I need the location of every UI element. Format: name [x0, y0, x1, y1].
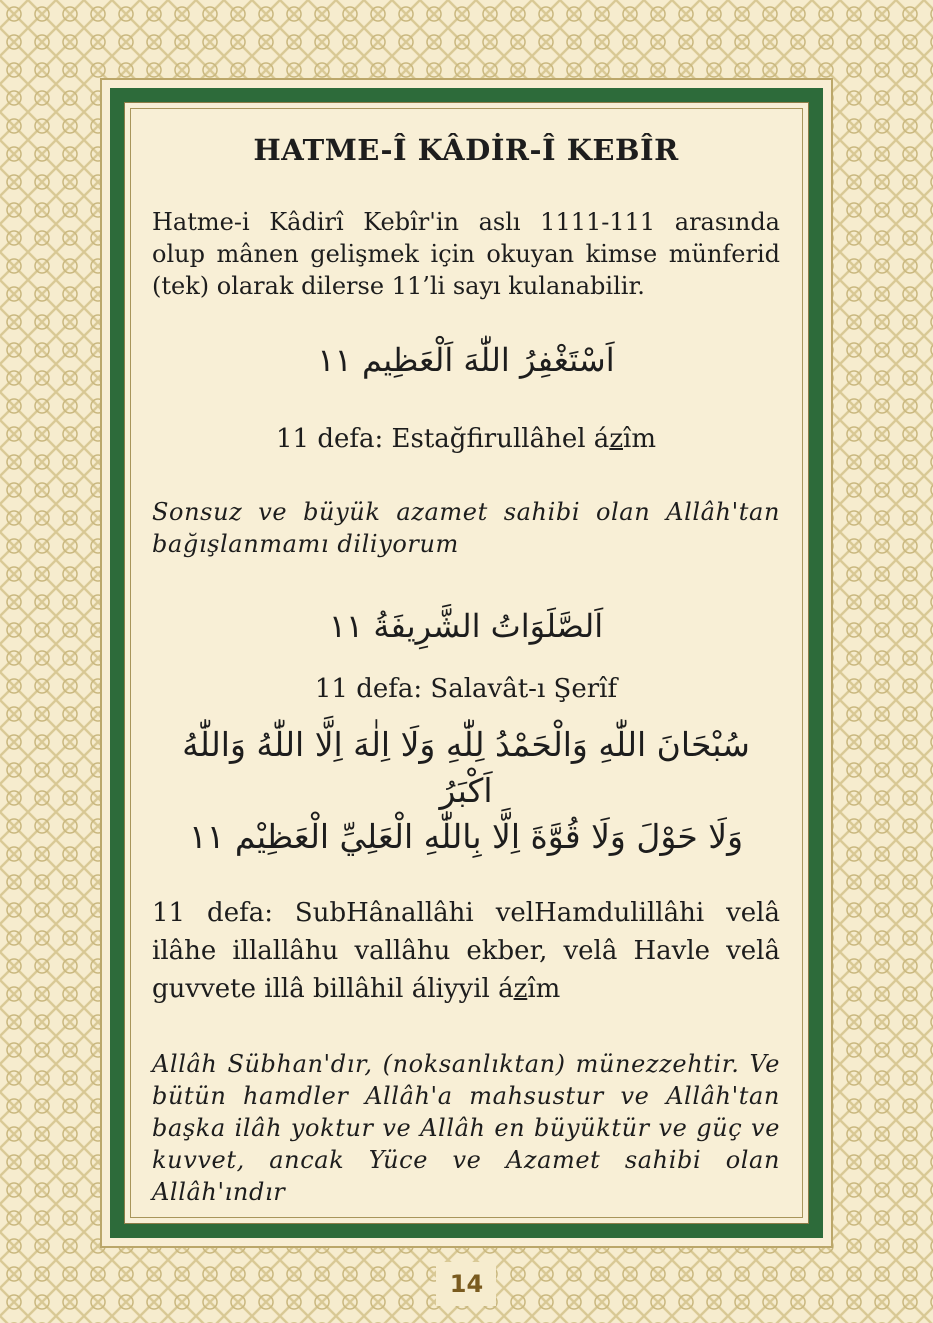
tasbih-meaning: Allâh Sübhan'dır, (noksanlıktan) münezzehtir. Ve bütün hamdler Allâh'a mahsustur ve Allâh'tan başka ilâh yoktur ve Allâh en büyüktür ve güç ve kuvvet, ancak Yüce ve Azamet sahibi olan Allâh'ındır	[152, 1050, 780, 1206]
page-title: HATME-Î KÂDİR-Î KEBÎR	[253, 133, 679, 167]
salavat-reading: 11 defa: Salavât-ı Şerîf	[314, 674, 618, 704]
arabic-istighfar: اَسْتَغْفِرُ اللّٰهَ اَلْعَظِيم ١١	[317, 341, 615, 379]
arabic-salavat: اَلصَّلَوَاتُ الشَّرِيفَةُ ١١	[328, 607, 604, 645]
arabic-tasbih-line-1: سُبْحَانَ اللّٰهِ وَالْحَمْدُ لِلّٰهِ وَلَا اِلٰهَ اِلَّا اللّٰهُ وَاللّٰهُ اَكْبَرُ	[182, 725, 750, 810]
tasbih-reading	[152, 894, 780, 1008]
reading-text: 11 defa: SubHânallâhi velHamdulillâhi velâ ilâhe illallâhu vallâhu ekber, velâ Havle velâ guvvete illâ billâhil áliyyil á	[152, 898, 780, 1004]
reading-text-end: îm	[623, 424, 656, 454]
page-number: 14	[449, 1270, 484, 1298]
istighfar-reading	[152, 420, 780, 458]
reading-text-end: îm	[527, 974, 561, 1004]
arabic-tasbih-line-2: وَلَا حَوْلَ وَلَا قُوَّةَ اِلَّا بِاللّٰهِ الْعَلِيِّ الْعَظِيْم ١١	[188, 817, 744, 856]
page-content	[152, 130, 780, 1208]
underlined-letter: z	[513, 974, 528, 1004]
istighfar-meaning: Sonsuz ve büyük azamet sahibi olan Allâh'tan bağışlanmamı diliyorum	[152, 498, 780, 558]
intro-paragraph: Hatme-i Kâdirî Kebîr'in aslı 1111-111 arasında olup mânen gelişmek için okuyan kimse münferid (tek) olarak dilerse 11’li sayı kulanabilir.	[152, 208, 780, 300]
reading-text: 11 defa: Estağfirullâhel á	[276, 424, 610, 454]
underlined-letter: z	[609, 424, 624, 454]
